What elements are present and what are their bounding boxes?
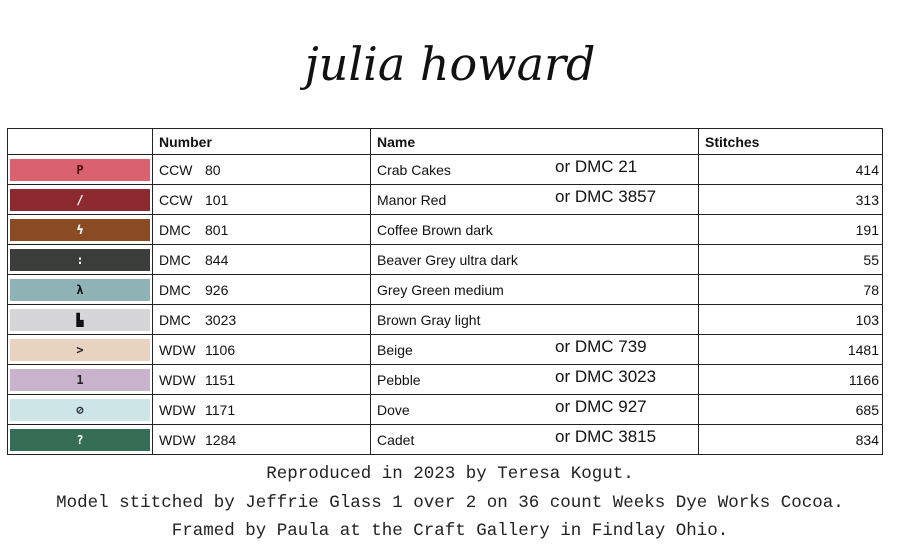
thread-name-cell [371, 185, 699, 215]
stitch-count: 78 [699, 275, 883, 305]
thread-number: 926 [205, 281, 229, 298]
table-row [8, 275, 883, 305]
thread-number: 1151 [205, 371, 236, 388]
thread-number-cell [153, 245, 371, 275]
thread-brand: DMC [159, 311, 191, 328]
thread-name: Cadet [377, 431, 415, 448]
table-row [8, 335, 883, 365]
credit-line-framed: Framed by Paula at the Craft Gallery in Findlay Ohio. [171, 521, 729, 541]
thread-name: Coffee Brown dark [377, 221, 493, 238]
color-swatch-cell [8, 155, 153, 185]
thread-name: Crab Cakes [377, 161, 451, 178]
thread-number-cell [153, 335, 371, 365]
color-swatch [10, 279, 150, 301]
table-row [8, 185, 883, 215]
thread-name-cell [371, 245, 699, 275]
thread-brand: WDW [159, 371, 196, 388]
table-row [8, 425, 883, 455]
thread-alternative: or DMC 21 [555, 157, 638, 176]
color-swatch [10, 219, 150, 241]
color-swatch [10, 159, 150, 181]
stitch-count: 103 [699, 305, 883, 335]
color-swatch-cell [8, 425, 153, 455]
thread-alternative: or DMC 3857 [555, 187, 657, 206]
brand-logo [300, 28, 600, 108]
thread-number: 80 [205, 161, 221, 178]
thread-number-cell [153, 215, 371, 245]
stitch-count: 1481 [699, 335, 883, 365]
thread-number: 1171 [205, 401, 236, 418]
color-swatch-cell [8, 395, 153, 425]
header-number: Number [153, 129, 371, 155]
color-swatch [10, 309, 150, 331]
stitch-symbol: ϟ [76, 222, 84, 237]
stitch-symbol: / [76, 192, 84, 207]
thread-name: Grey Green medium [377, 281, 504, 298]
thread-number-cell [153, 305, 371, 335]
color-swatch-cell [8, 215, 153, 245]
thread-brand: DMC [159, 281, 191, 298]
color-swatch-cell [8, 245, 153, 275]
thread-brand: WDW [159, 401, 196, 418]
credits [0, 460, 900, 546]
color-swatch-cell [8, 275, 153, 305]
stitch-count: 685 [699, 395, 883, 425]
stitch-count: 55 [699, 245, 883, 275]
thread-number: 1284 [205, 431, 237, 448]
brand-logo-text: julia howard [304, 37, 596, 91]
thread-name-cell [371, 365, 699, 395]
color-swatch [10, 399, 150, 421]
stitch-symbol: ▙ [76, 312, 84, 327]
thread-number: 101 [205, 191, 229, 208]
credit-line-reproduced: Reproduced in 2023 by Teresa Kogut. [266, 464, 634, 484]
color-swatch [10, 189, 150, 211]
stitch-symbol: P [76, 162, 84, 177]
color-swatch [10, 249, 150, 271]
thread-number-cell [153, 155, 371, 185]
color-key-table [7, 128, 883, 455]
thread-number-cell [153, 275, 371, 305]
color-swatch [10, 429, 150, 451]
thread-name-cell [371, 395, 699, 425]
stitch-symbol: ? [76, 432, 84, 447]
stitch-count: 313 [699, 185, 883, 215]
brand-logo-script [300, 28, 600, 108]
table-row [8, 155, 883, 185]
thread-brand: DMC [159, 221, 191, 238]
thread-name: Pebble [377, 371, 421, 388]
table-row [8, 215, 883, 245]
color-swatch-cell [8, 185, 153, 215]
stitch-symbol: λ [76, 282, 84, 297]
stitch-symbol: : [76, 252, 84, 267]
thread-alternative: or DMC 3023 [555, 367, 657, 386]
thread-name: Manor Red [377, 191, 447, 208]
thread-name-cell [371, 215, 699, 245]
stitch-symbol: > [76, 342, 84, 357]
stitch-count: 191 [699, 215, 883, 245]
stitch-count: 834 [699, 425, 883, 455]
thread-brand: CCW [159, 191, 193, 208]
stitch-count: 1166 [699, 365, 883, 395]
thread-brand: WDW [159, 431, 196, 448]
color-swatch [10, 369, 150, 391]
header-row [8, 129, 883, 155]
color-swatch-cell [8, 305, 153, 335]
table-row [8, 365, 883, 395]
thread-name: Beige [377, 341, 413, 358]
thread-number-cell [153, 395, 371, 425]
thread-name: Brown Gray light [377, 311, 481, 328]
thread-number: 801 [205, 221, 229, 238]
thread-name: Dove [377, 401, 410, 418]
thread-brand: WDW [159, 341, 196, 358]
header-swatch [8, 129, 153, 155]
table-row [8, 305, 883, 335]
thread-number: 3023 [205, 311, 237, 328]
header-stitches: Stitches [699, 129, 883, 155]
thread-number-cell [153, 365, 371, 395]
thread-name-cell [371, 155, 699, 185]
header-name: Name [371, 129, 699, 155]
thread-alternative: or DMC 739 [555, 337, 647, 356]
thread-name-cell [371, 275, 699, 305]
credit-line-model: Model stitched by Jeffrie Glass 1 over 2 on 36 count Weeks Dye Works Cocoa. [56, 492, 844, 513]
thread-number: 844 [205, 251, 229, 268]
thread-number: 1106 [205, 341, 236, 358]
stitch-symbol: ⊘ [76, 402, 84, 417]
thread-number-cell [153, 425, 371, 455]
table-row [8, 395, 883, 425]
thread-name-cell [371, 425, 699, 455]
thread-name-cell [371, 335, 699, 365]
table-row [8, 245, 883, 275]
thread-alternative: or DMC 927 [555, 397, 647, 416]
thread-number-cell [153, 185, 371, 215]
thread-alternative: or DMC 3815 [555, 427, 657, 446]
stitch-count: 414 [699, 155, 883, 185]
thread-name-cell [371, 305, 699, 335]
color-swatch-cell [8, 335, 153, 365]
thread-name: Beaver Grey ultra dark [377, 251, 518, 268]
stitch-symbol: 1 [76, 372, 84, 387]
color-swatch [10, 339, 150, 361]
thread-brand: CCW [159, 161, 193, 178]
color-swatch-cell [8, 365, 153, 395]
thread-brand: DMC [159, 251, 191, 268]
